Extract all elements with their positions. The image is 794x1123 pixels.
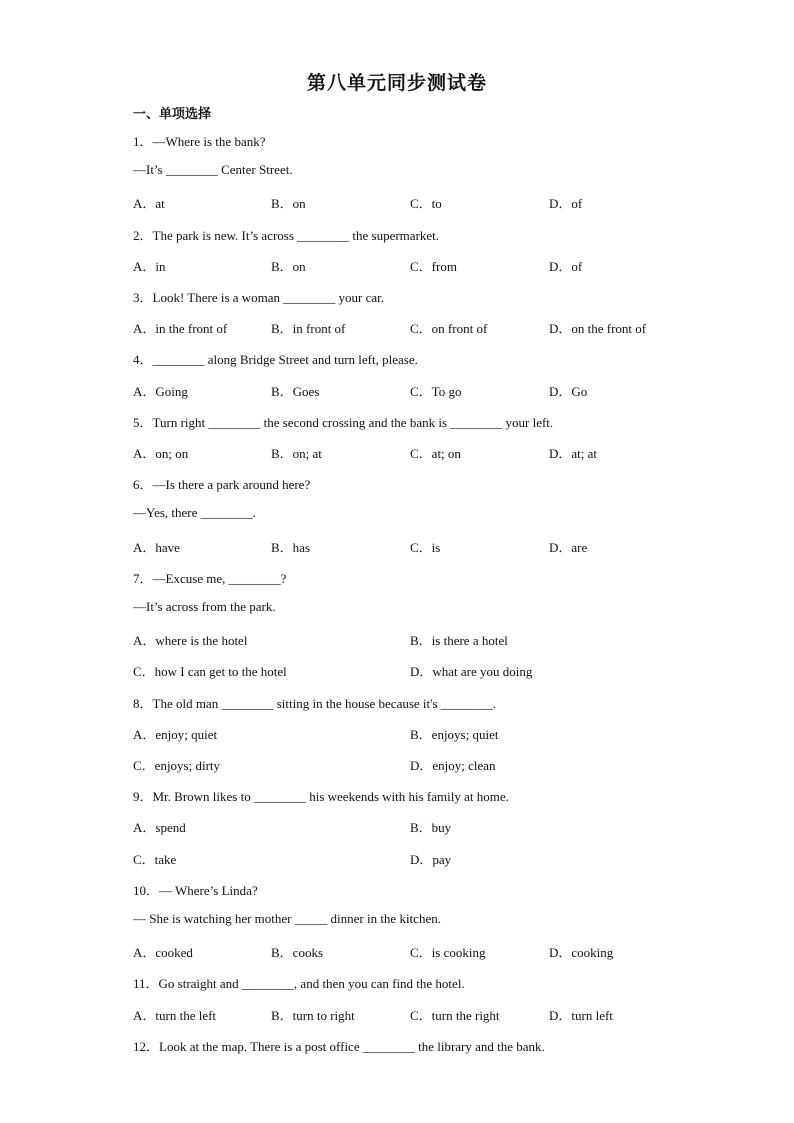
q10-option-b: B．cooks: [271, 945, 324, 960]
q2-option-c: C．from: [410, 259, 457, 274]
q5-option-b: B．on; at: [271, 446, 322, 461]
question-3-stem: 3．Look! There is a woman ________ your car.: [133, 290, 385, 305]
q8-option-d: D．enjoy; clean: [410, 758, 496, 773]
q9-option-d: D．pay: [410, 852, 452, 867]
q5-option-d: D．at; at: [549, 446, 598, 461]
q8-option-b: B．enjoys; quiet: [410, 727, 499, 742]
question-6-response: —Yes, there ________.: [133, 505, 256, 520]
question-1-stem: 1．—Where is the bank?: [133, 134, 266, 149]
question-11-stem: 11．Go straight and ________, and then you can find the hotel.: [133, 976, 465, 991]
page-title: 第八单元同步测试卷: [306, 72, 487, 94]
q4-option-c: C．To go: [410, 384, 462, 399]
q8-option-a: A．enjoy; quiet: [133, 727, 218, 742]
q10-option-d: D．cooking: [549, 945, 614, 960]
q1-option-c: C．to: [410, 196, 442, 211]
q11-option-b: B．turn to right: [271, 1008, 355, 1023]
q4-option-b: B．Goes: [271, 384, 320, 399]
question-7-stem: 7．—Excuse me, ________?: [133, 571, 287, 586]
q10-option-c: C．is cooking: [410, 945, 486, 960]
q3-option-a: A．in the front of: [133, 321, 228, 336]
q3-option-c: C．on front of: [410, 321, 488, 336]
q2-option-a: A．in: [133, 259, 166, 274]
question-4-stem: 4．________ along Bridge Street and turn left, please.: [133, 352, 418, 367]
q7-option-b: B．is there a hotel: [410, 633, 508, 648]
q1-option-b: B．on: [271, 196, 306, 211]
section-heading: 一、单项选择: [133, 107, 212, 122]
q7-option-d: D．what are you doing: [410, 664, 533, 679]
q6-option-b: B．has: [271, 540, 311, 555]
q2-option-d: D．of: [549, 259, 583, 274]
q9-option-b: B．buy: [410, 820, 452, 835]
q4-option-d: D．Go: [549, 384, 588, 399]
question-8-stem: 8．The old man ________ sitting in the house because it's ________.: [133, 696, 497, 711]
question-5-stem: 5．Turn right ________ the second crossing and the bank is ________ your left.: [133, 415, 554, 430]
question-6-stem: 6．—Is there a park around here?: [133, 477, 311, 492]
question-10-stem: 10．— Where’s Linda?: [133, 883, 258, 898]
q9-option-a: A．spend: [133, 820, 186, 835]
q5-option-a: A．on; on: [133, 446, 189, 461]
q10-option-a: A．cooked: [133, 945, 193, 960]
q5-option-c: C．at; on: [410, 446, 461, 461]
q1-option-d: D．of: [549, 196, 583, 211]
q6-option-d: D．are: [549, 540, 588, 555]
q3-option-b: B．in front of: [271, 321, 346, 336]
q2-option-b: B．on: [271, 259, 306, 274]
question-7-response: —It’s across from the park.: [133, 599, 276, 614]
q9-option-c: C．take: [133, 852, 177, 867]
q7-option-a: A．where is the hotel: [133, 633, 248, 648]
q11-option-c: C．turn the right: [410, 1008, 500, 1023]
q8-option-c: C．enjoys; dirty: [133, 758, 221, 773]
question-9-stem: 9．Mr. Brown likes to ________ his weekends with his family at home.: [133, 789, 509, 804]
q1-option-a: A．at: [133, 196, 165, 211]
question-2-stem: 2．The park is new. It’s across ________ the supermarket.: [133, 228, 440, 243]
question-12-stem: 12．Look at the map. There is a post office ________ the library and the bank.: [133, 1039, 545, 1054]
q3-option-d: D．on the front of: [549, 321, 647, 336]
q7-option-c: C．how I can get to the hotel: [133, 664, 287, 679]
q11-option-d: D．turn left: [549, 1008, 613, 1023]
q6-option-a: A．have: [133, 540, 180, 555]
q6-option-c: C．is: [410, 540, 441, 555]
q4-option-a: A．Going: [133, 384, 188, 399]
question-10-response: — She is watching her mother _____ dinner in the kitchen.: [133, 911, 441, 926]
q11-option-a: A．turn the left: [133, 1008, 217, 1023]
question-1-response: —It’s ________ Center Street.: [133, 162, 293, 177]
